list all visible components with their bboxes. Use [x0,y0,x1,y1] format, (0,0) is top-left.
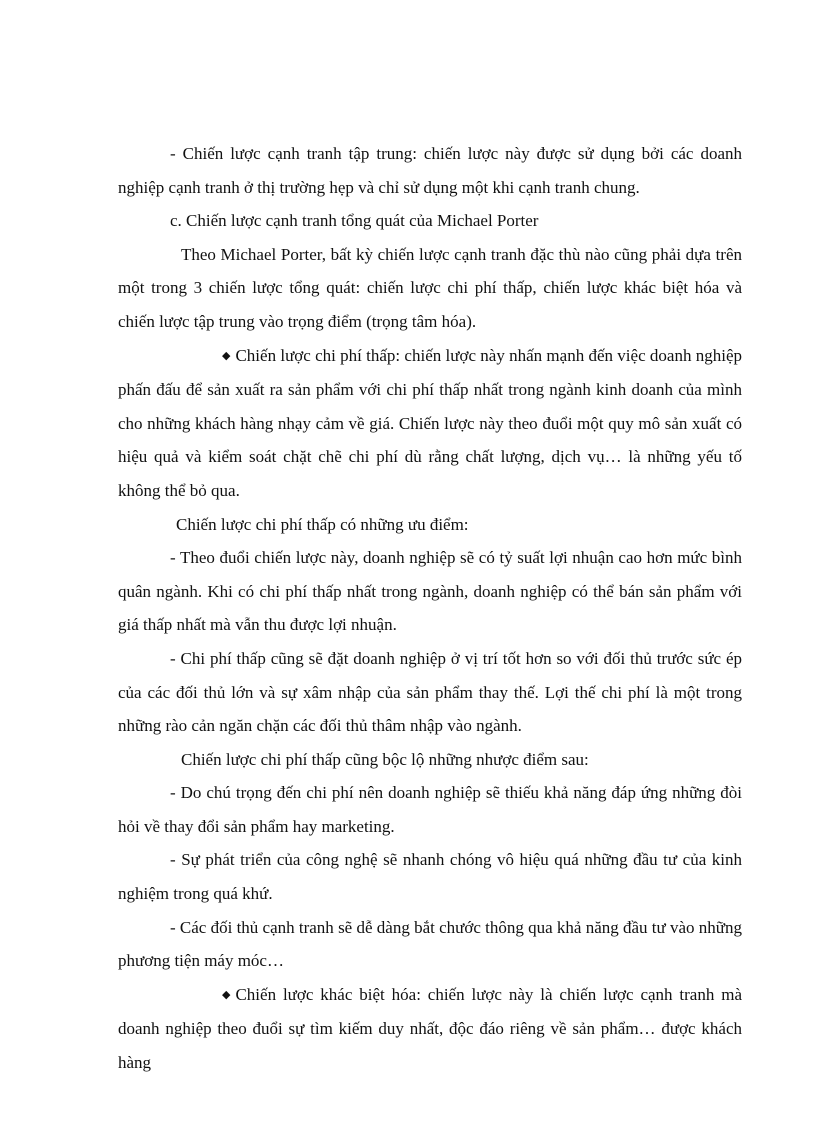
paragraph-low-cost-strategy [118,339,742,508]
paragraph-advantage-position [118,642,742,743]
paragraph-text: Chiến lược khác biệt hóa: chiến lược này là chiến lược cạnh tranh mà doanh nghiệp theo đuổi sự tìm kiếm duy nhất, độc đáo riêng về sản phẩm… được khách hàng [118,984,742,1073]
paragraph-text: - Chi phí thấp cũng sẽ đặt doanh nghiệp ở vị trí tốt hơn so với đối thủ trước sức ép của các đối thủ lớn và sự xâm nhập của sản phẩm thay thế. Lợi thế chi phí là một trong những rào cản ngăn chặn các đối thủ thâm nhập vào ngành. [118,648,742,736]
paragraph-differentiation-strategy [118,978,742,1080]
paragraph-advantages-heading [118,508,742,542]
paragraph-text: - Sự phát triển của công nghệ sẽ nhanh chóng vô hiệu quá những đầu tư của kinh nghiệm trong quá khứ. [118,850,742,904]
paragraph-text: - Theo đuổi chiến lược này, doanh nghiệp sẽ có tỷ suất lợi nhuận cao hơn mức bình quân ngành. Khi có chi phí thấp nhất trong ngành, doanh nghiệp có thể bán sản phẩm với giá thấp nhất mà vẫn thu được lợi nhuận. [118,548,742,635]
paragraph-disadvantage-response [118,776,742,843]
paragraph-disadvantage-technology [118,843,742,910]
paragraph-advantage-profit [118,541,742,642]
paragraph-text: Chiến lược chi phí thấp có những ưu điểm: [176,514,469,534]
paragraph-text: Chiến lược chi phí thấp cũng bộc lộ những nhược điểm sau: [181,749,589,769]
paragraph-disadvantage-imitation [118,911,742,978]
paragraph-text: - Do chú trọng đến chi phí nên doanh nghiệp sẽ thiếu khả năng đáp ứng những đòi hỏi về thay đổi sản phẩm hay marketing. [118,783,742,836]
paragraph-text: Chiến lược chi phí thấp: chiến lược này nhấn mạnh đến việc doanh nghiệp phấn đấu để sản xuất ra sản phẩm với chi phí thấp nhất trong ngành kinh doanh của mình cho những khách hàng nhạy cảm về giá. Chiến lược này theo đuổi một quy mô sản xuất có hiệu quả và kiểm soát chặt chẽ chi phí dù rằng chất lượng, dịch vụ… là những yếu tố không thể bỏ qua. [118,345,742,500]
section-heading-porter [118,204,742,238]
document-body [118,137,742,1080]
diamond-bullet-icon: ◆ [222,349,231,362]
paragraph-text: - Chiến lược cạnh tranh tập trung: chiến lược này được sử dụng bởi các doanh nghiệp cạnh tranh ở thị trường hẹp và chỉ sử dụng một khi cạnh tranh chung. [118,144,742,197]
paragraph-text: - Các đối thủ cạnh tranh sẽ dễ dàng bắt chước thông qua khả năng đầu tư vào những phương tiện máy móc… [118,917,742,971]
heading-text: c. Chiến lược cạnh tranh tổng quát của Michael Porter [170,211,539,231]
paragraph-focus-strategy [118,137,742,204]
paragraph-porter-intro [118,238,742,339]
diamond-bullet-icon: ◆ [222,988,231,1001]
paragraph-text: Theo Michael Porter, bất kỳ chiến lược cạnh tranh đặc thù nào cũng phải dựa trên một trong 3 chiến lược tổng quát: chiến lược chi phí thấp, chiến lược khác biệt hóa và chiến lược tập trung vào trọng điểm (trọng tâm hóa). [118,244,742,331]
paragraph-disadvantages-heading [118,743,742,777]
